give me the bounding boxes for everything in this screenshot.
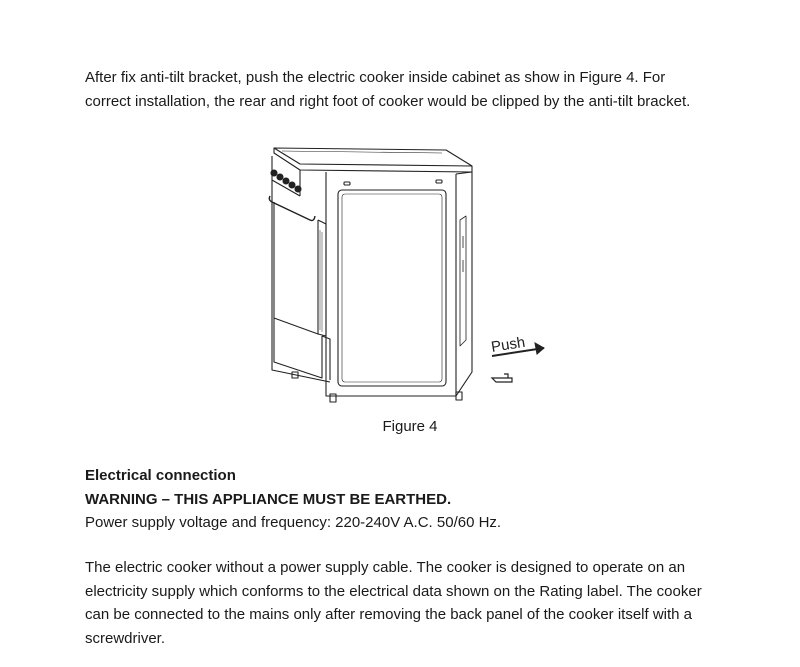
supply-spec: Power supply voltage and frequency: 220-240V A.C. 50/60 Hz. bbox=[85, 514, 502, 531]
intro-paragraph bbox=[85, 66, 705, 113]
intro-line-1: After fix anti-tilt bracket, push the electric cooker inside cabinet as show in Figure 4. For bbox=[85, 69, 666, 86]
push-label: Push bbox=[489, 333, 527, 356]
body-line-3: can be connected to the mains only after removing the back panel of the cooker itself with a bbox=[85, 606, 693, 623]
cooktop bbox=[274, 148, 472, 166]
earthing-warning: WARNING – THIS APPLIANCE MUST BE EARTHED. bbox=[85, 490, 452, 508]
body-line-2: electricity supply which conforms to the electrical data shown on the Rating label. The cooker bbox=[85, 582, 702, 600]
figure-caption: Figure 4 bbox=[382, 418, 438, 435]
electrical-section bbox=[85, 464, 501, 535]
cooker-back-panel bbox=[326, 172, 456, 396]
anti-tilt-bracket-icon bbox=[492, 374, 512, 382]
section-heading: Electrical connection bbox=[85, 467, 236, 484]
door-handle bbox=[269, 196, 315, 221]
control-knobs bbox=[271, 170, 301, 192]
connection-paragraph bbox=[85, 556, 705, 650]
intro-line-2: correct installation, the rear and right foot of cooker would be clipped by the anti-tilt bracket. bbox=[85, 92, 691, 110]
cooker-illustration bbox=[260, 140, 560, 408]
body-line-1: The electric cooker without a power supply cable. The cooker is designed to operate on an bbox=[85, 559, 686, 576]
body-line-4: screwdriver. bbox=[85, 629, 166, 647]
